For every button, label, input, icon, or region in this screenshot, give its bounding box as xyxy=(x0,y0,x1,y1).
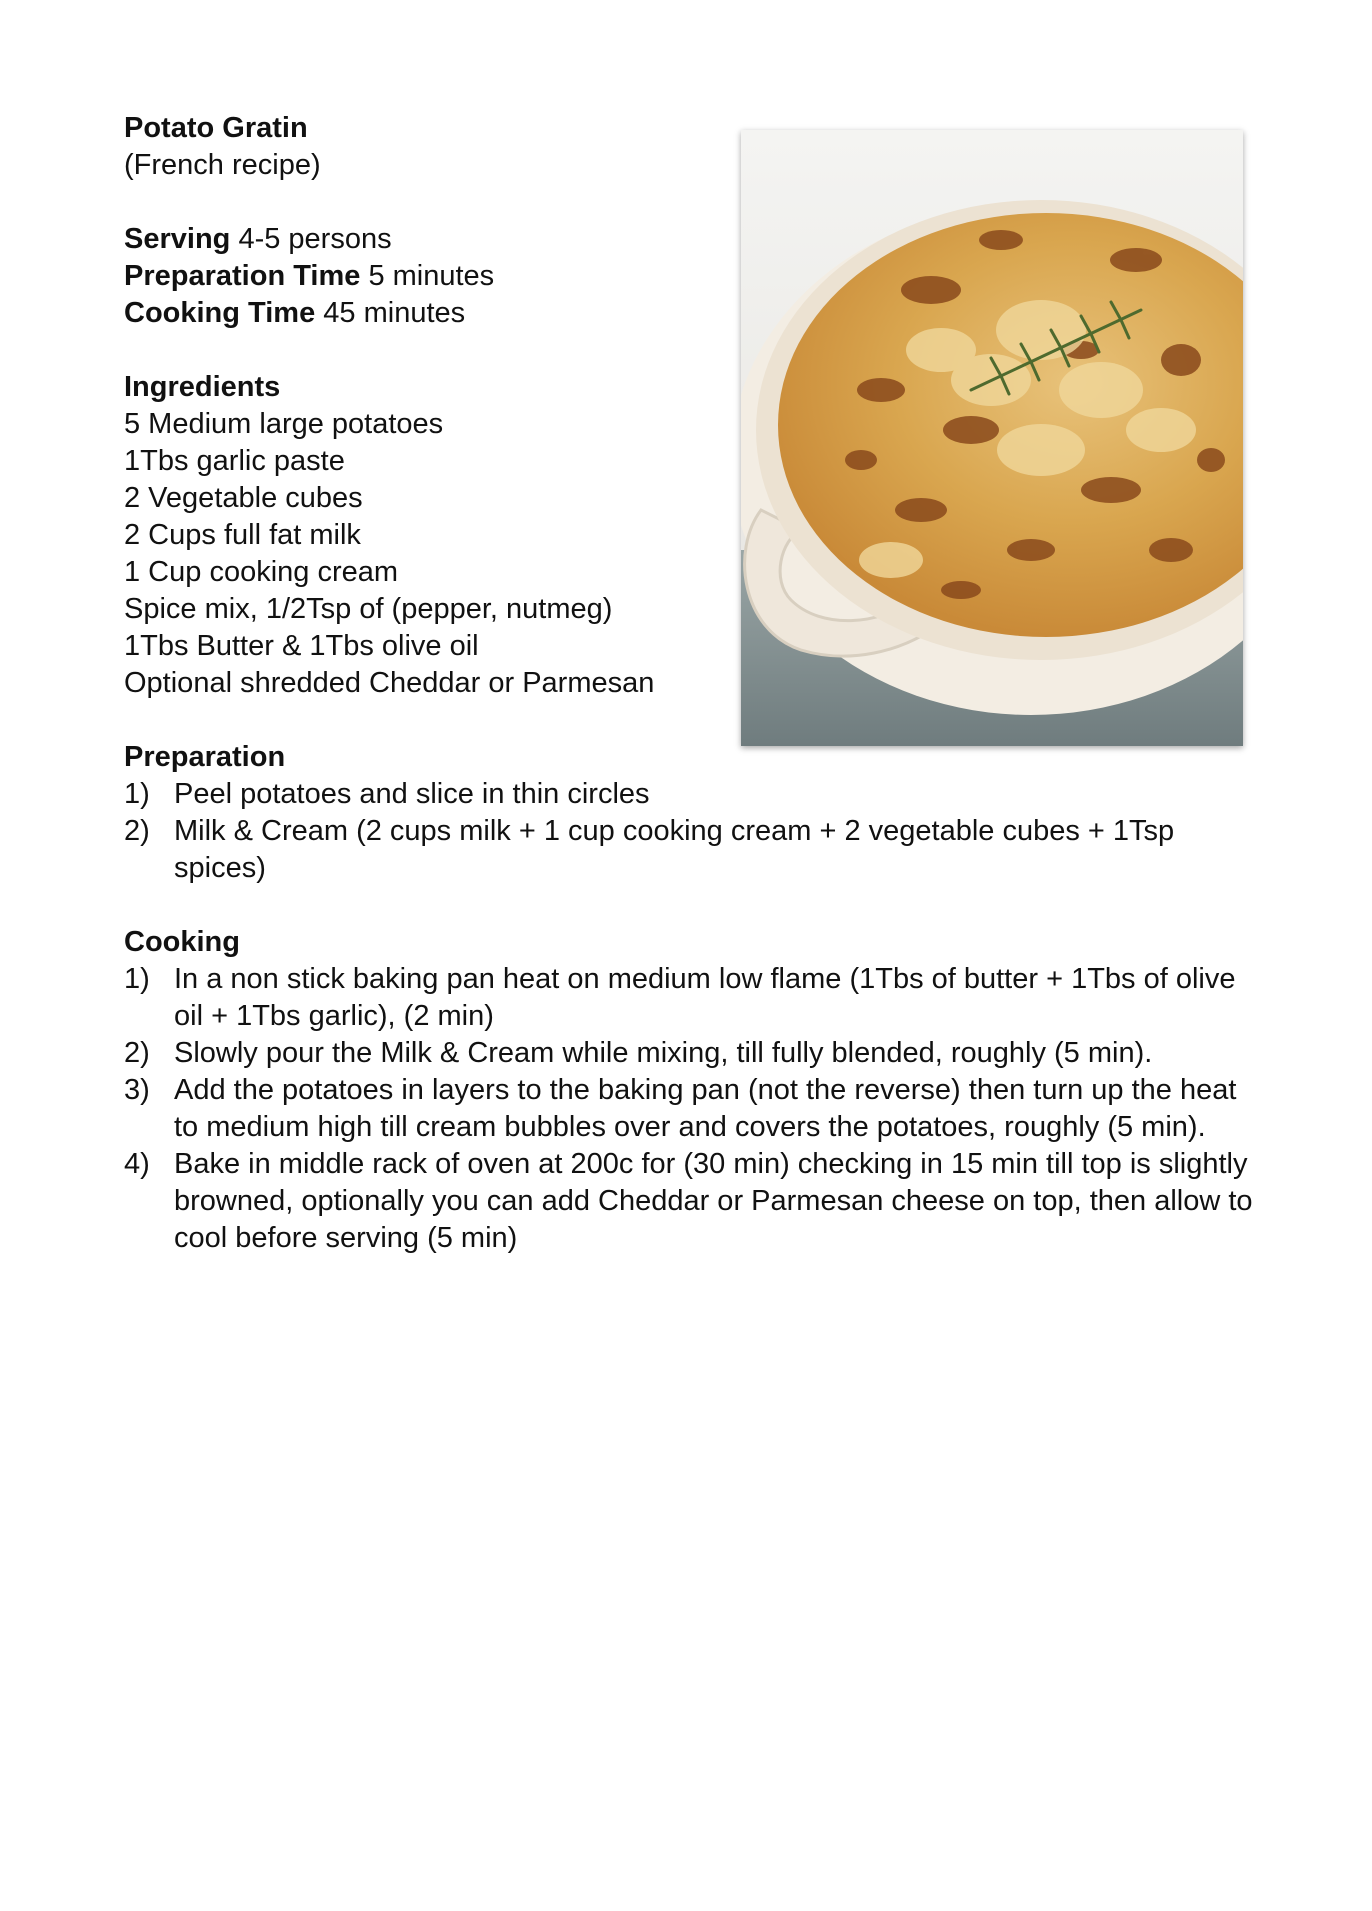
step-number: 1) xyxy=(124,778,150,810)
cooking-step xyxy=(124,1146,1254,1257)
meta-value: 45 minutes xyxy=(323,297,466,329)
preparation-step xyxy=(124,813,1254,887)
meta-cooking-time xyxy=(124,295,1254,332)
ingredients-heading: Ingredients xyxy=(124,371,281,403)
cooking-step xyxy=(124,1072,1254,1146)
ingredient-item: 2 Vegetable cubes xyxy=(124,482,363,514)
step-number: 4) xyxy=(124,1148,150,1180)
step-text: Bake in middle rack of oven at 200c for (30 min) checking in 15 min till top is slightly browned, optionally you can add Cheddar or Parmesan cheese on top, then allow to cool before serving (5 min) xyxy=(174,1148,1253,1254)
ingredient-item: 1Tbs garlic paste xyxy=(124,445,345,477)
meta-serving xyxy=(124,221,1254,258)
recipe-title: Potato Gratin xyxy=(124,112,308,144)
ingredient-item: 2 Cups full fat milk xyxy=(124,519,361,551)
ingredient-item: 1 Cup cooking cream xyxy=(124,556,399,588)
preparation-step xyxy=(124,776,1254,813)
ingredients-list xyxy=(124,406,1254,702)
step-text: Peel potatoes and slice in thin circles xyxy=(174,778,650,810)
step-text: Add the potatoes in layers to the baking pan (not the reverse) then turn up the heat to medium high till cream bubbles over and covers the potatoes, roughly (5 min). xyxy=(174,1074,1237,1143)
step-number: 1) xyxy=(124,963,150,995)
cooking-heading: Cooking xyxy=(124,926,240,958)
ingredient-item: Spice mix, 1/2Tsp of (pepper, nutmeg) xyxy=(124,593,613,625)
recipe-subtitle: (French recipe) xyxy=(124,149,321,181)
meta-label: Preparation Time xyxy=(124,260,361,292)
meta-preparation-time xyxy=(124,258,1254,295)
meta-value: 5 minutes xyxy=(368,260,495,292)
ingredient-item: 1Tbs Butter & 1Tbs olive oil xyxy=(124,630,479,662)
cooking-step xyxy=(124,961,1254,1035)
cooking-steps xyxy=(124,961,1254,1257)
ingredient-item: 5 Medium large potatoes xyxy=(124,408,444,440)
ingredient-item: Optional shredded Cheddar or Parmesan xyxy=(124,667,655,699)
recipe-text xyxy=(124,110,1254,1257)
meta-label: Serving xyxy=(124,223,231,255)
meta-value: 4-5 persons xyxy=(238,223,392,255)
preparation-steps xyxy=(124,776,1254,887)
step-number: 3) xyxy=(124,1074,150,1106)
step-text: Milk & Cream (2 cups milk + 1 cup cooking cream + 2 vegetable cubes + 1Tsp spices) xyxy=(174,815,1175,884)
cooking-step xyxy=(124,1035,1254,1072)
step-number: 2) xyxy=(124,815,150,847)
step-text: In a non stick baking pan heat on medium low flame (1Tbs of butter + 1Tbs of olive oil + 1Tbs garlic), (2 min) xyxy=(174,963,1236,1032)
step-text: Slowly pour the Milk & Cream while mixing, till fully blended, roughly (5 min). xyxy=(174,1037,1153,1069)
preparation-heading: Preparation xyxy=(124,741,286,773)
meta-label: Cooking Time xyxy=(124,297,316,329)
step-number: 2) xyxy=(124,1037,150,1069)
